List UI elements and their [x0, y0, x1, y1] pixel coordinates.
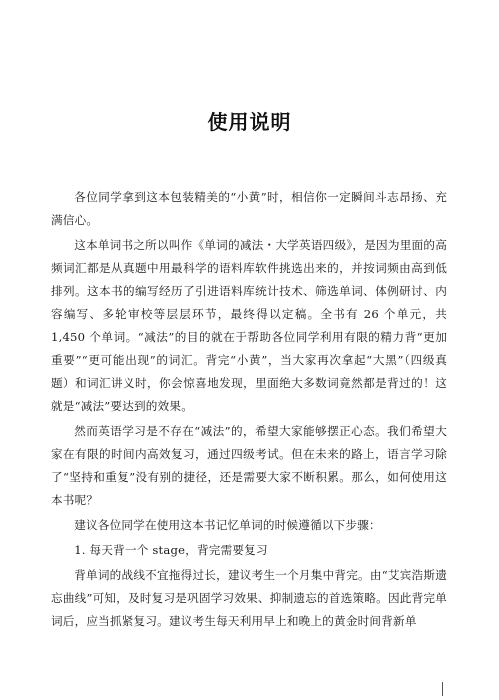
paragraph-book-description: 这本单词书之所以叫作《单词的减法・大学英语四级》，是因为里面的高频词汇都是从真题中用最科学的语料库软件挑选出来的，并按词频由高到低排列。这本书的编写经历了引进语料库统计技术、筛选单词、体例研讨、内容编写、多轮审校等层层环节，最终得以定稿。全书有 26 个单元，共 1,450 个单词。“减法”的目的就在于帮助各位同学利用有限的精力背“更加重要”“更可能出现”的词汇。背完“小黄”，当大家再次拿起“大黑”（四级真题）和词汇讲义时，你会惊喜地发现，里面绝大多数词竟然都是背过的！这就是“减法”要达到的效果。: [51, 238, 447, 413]
step-1-paragraph: 背单词的战线不宜拖得过长，建议考生一个月集中背完。由“艾宾浩斯遗忘曲线”可知，及时复习是巩固学习效果、抑制遗忘的首选策略。因此背完单词后，应当抓紧复习。建议考生每天利用早上和晚上的黄金时间背新单: [51, 568, 447, 628]
paragraph-intro: 各位同学拿到这本包装精美的“小黄”时，相信你一定瞬间斗志昂扬、充满信心。: [51, 190, 447, 227]
paragraph-steps-intro: 建议各位同学在使用这本书记忆单词的时候遵循以下步骤：: [74, 518, 381, 532]
body-text: [51, 186, 447, 635]
step-1-heading: 1. 每天背一个 stage，背完需要复习: [74, 543, 268, 557]
page-title: 使用说明: [207, 110, 292, 134]
page-edge-mark: [442, 682, 443, 696]
paragraph-learning-attitude: 然而英语学习是不存在“减法”的，希望大家能够摆正心态。我们希望大家在有限的时间内高效复习，通过四级考试。但在未来的路上，语言学习除了“坚持和重复”没有别的捷径，还是需要大家不断积累。那么，如何使用这本书呢？: [51, 424, 447, 507]
